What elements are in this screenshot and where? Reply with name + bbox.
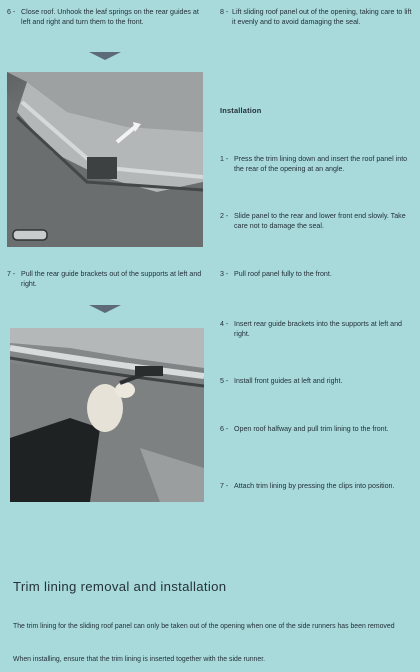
installation-step-4: [220, 320, 413, 339]
installation-heading: Installation: [220, 106, 262, 115]
step-number: 7 -: [220, 482, 229, 490]
photo-guide-bracket-removal-image: [10, 328, 204, 502]
step-text: Slide panel to the rear and lower front end slowly. Take care not to damage the seal.: [234, 212, 406, 230]
step-number: 6 -: [7, 8, 16, 16]
step-number: 8 -: [220, 8, 229, 16]
step-text: Attach trim lining by pressing the clips into position.: [234, 482, 395, 490]
step-number: 5 -: [220, 377, 229, 385]
step-text: Close roof. Unhook the leaf springs on the rear guides at left and right and turn them to the front.: [21, 8, 199, 26]
photo-guide-bracket-removal: [10, 328, 204, 502]
section-title: Trim lining removal and installation: [13, 579, 227, 594]
step-number: 1 -: [220, 155, 229, 163]
step-text: Pull roof panel fully to the front.: [234, 270, 332, 278]
step-text: Lift sliding roof panel out of the opening, taking care to lift it evenly and to avoid damaging the seal.: [232, 8, 412, 26]
installation-step-2: [220, 212, 413, 231]
down-arrow-icon: [89, 52, 121, 60]
photo-roof-rear-guide-image: [7, 72, 203, 247]
step-number: 2 -: [220, 212, 229, 220]
installation-step-1: [220, 155, 413, 174]
installation-step-6: [220, 425, 413, 435]
removal-step-7: [7, 270, 202, 289]
step-number: 7 -: [7, 270, 16, 278]
installation-step-5: [220, 377, 413, 387]
step-text: Open roof halfway and pull trim lining to the front.: [234, 425, 389, 433]
section-paragraph-2: When installing, ensure that the trim lining is inserted together with the side runner.: [13, 656, 266, 663]
step-number: 3 -: [220, 270, 229, 278]
step-number: 4 -: [220, 320, 229, 328]
step-text: Install front guides at left and right.: [234, 377, 343, 385]
photo-roof-rear-guide: [7, 72, 203, 247]
step-text: Press the trim lining down and insert the roof panel into the rear of the opening at an angle.: [234, 155, 408, 173]
removal-step-8: [220, 8, 413, 27]
down-arrow-icon: [89, 305, 121, 313]
step-number: 6 -: [220, 425, 229, 433]
installation-step-7: [220, 482, 413, 492]
installation-step-3: [220, 270, 413, 280]
removal-step-6: [7, 8, 202, 27]
step-text: Insert rear guide brackets into the supports at left and right.: [234, 320, 402, 338]
section-paragraph-1: The trim lining for the sliding roof panel can only be taken out of the opening when one of the side runners has been removed: [13, 623, 395, 630]
step-text: Pull the rear guide brackets out of the supports at left and right.: [21, 270, 202, 288]
